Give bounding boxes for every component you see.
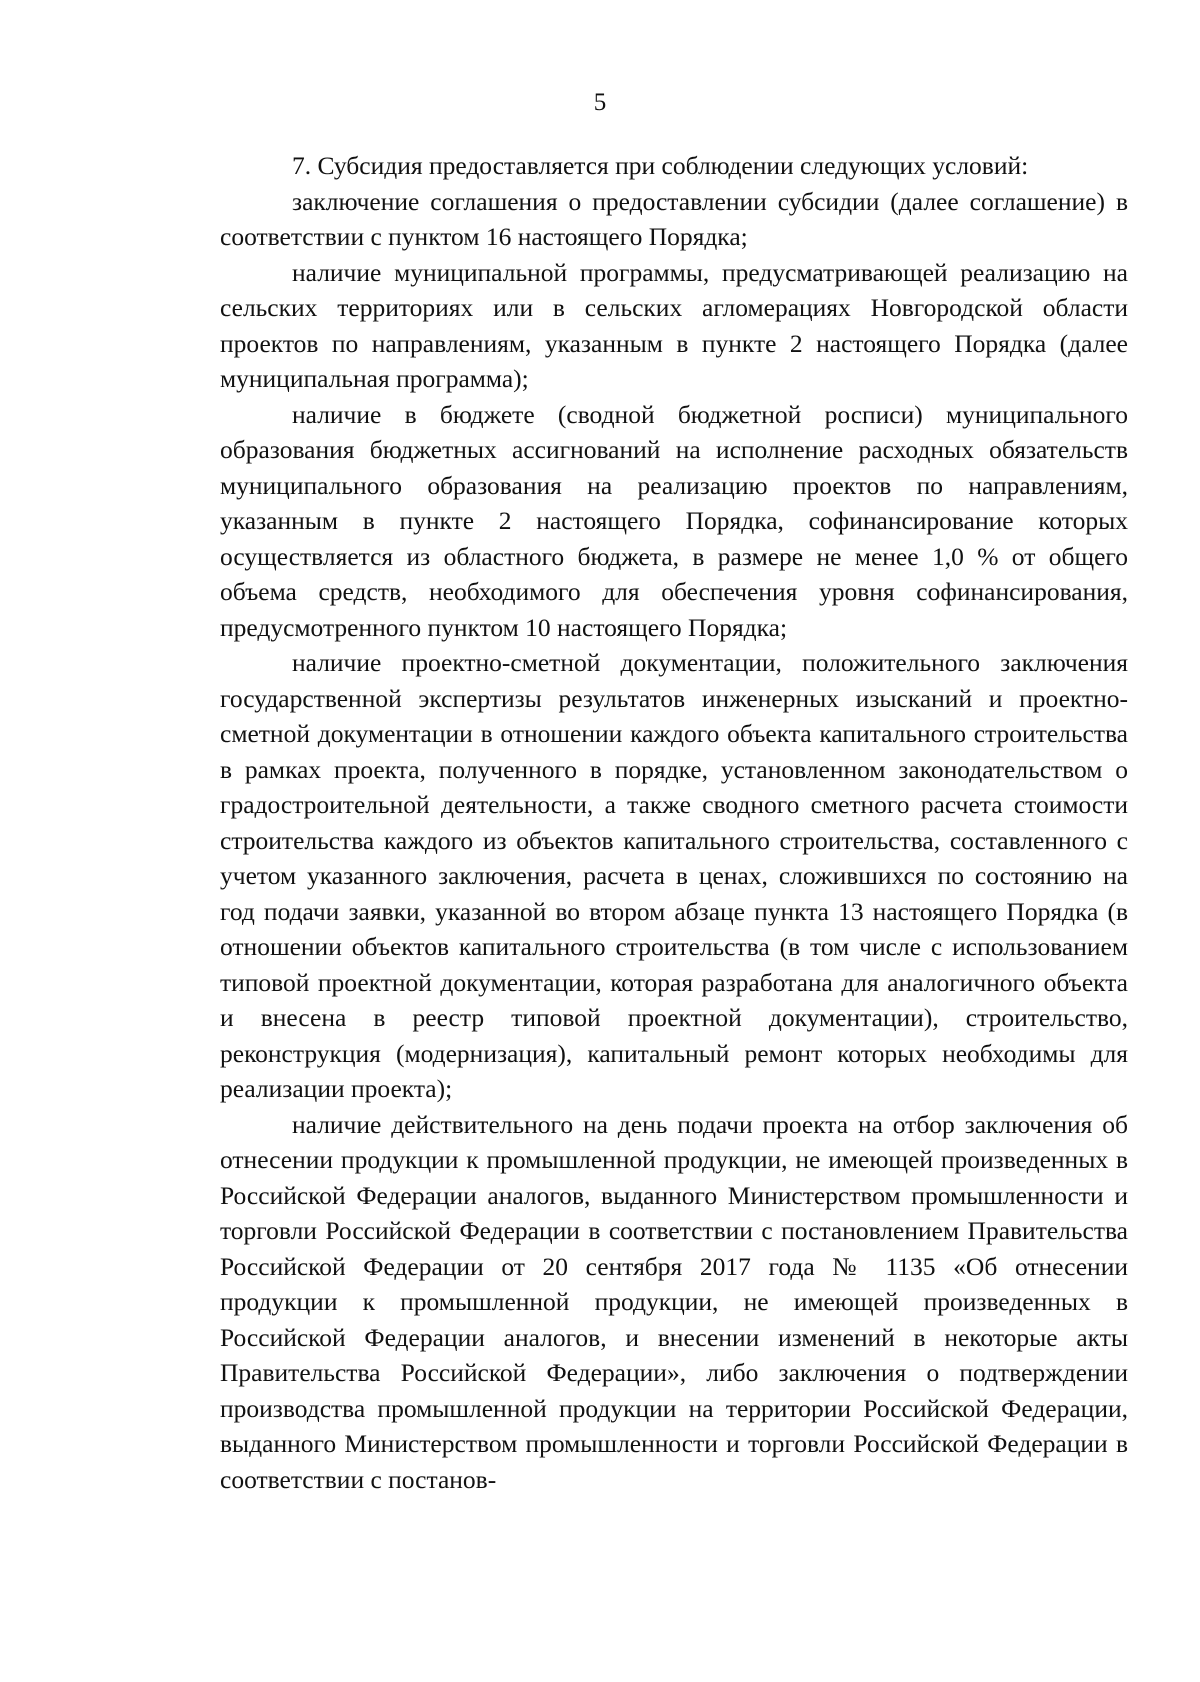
document-body [220,148,1128,1497]
paragraph-design-documentation: наличие проектно-сметной документации, положительного заключения государственной экспертизы результатов инженерных изысканий и проектно-сметной документации в отношении каждого объекта капитального строительства в рамках проекта, полученного в порядке, установленном законодательством о градостроительной деятельности, а также сводного сметного расчета стоимости строительства каждого из объектов капитального строительства, составленного с учетом указанного заключения, расчета в ценах, сложившихся по состоянию на год подачи заявки, указанной во втором абзаце пункта 13 настоящего Порядка (в отношении объектов капитального строительства (в том числе с использованием типовой проектной документации, которая разработана для аналогичного объекта и внесена в реестр типовой проектной документации), строительство, реконструкция (модернизация), капитальный ремонт которых необходимы для реализации проекта); [220,648,1128,1103]
page-number: 5 [593,89,607,116]
paragraph-conditions-intro: 7. Субсидия предоставляется при соблюдении следующих условий: [292,151,1029,180]
paragraph-agreement: заключение соглашения о предоставлении субсидии (далее соглашение) в соответствии с пунктом 16 настоящего Порядка; [220,186,1128,251]
paragraph-municipal-program: наличие муниципальной программы, предусматривающей реализацию на сельских территориях или в сельских агломерациях Новгородской области проектов по направлениям, указанным в пункте 2 настоящего Порядка (далее муниципальная программа); [220,257,1128,393]
paragraph-budget-allocations: наличие в бюджете (сводной бюджетной росписи) муниципального образования бюджетных ассигнований на исполнение расходных обязательств муниципального образования на реализацию проектов по направлениям, указанным в пункте 2 настоящего Порядка, софинансирование которых осуществляется из областного бюджета, в размере не менее 1,0 % от общего объема средств, необходимого для обеспечения уровня софинансирования, предусмотренного пунктом 10 настоящего Порядка; [220,399,1128,642]
paragraph-industrial-products: наличие действительного на день подачи проекта на отбор заключения об отнесении продукции к промышленной продукции, не имеющей произведенных в Российской Федерации аналогов, выданного Министерством промышленности и торговли Российской Федерации в соответствии с постановлением Правительства Российской Федерации от 20 сентября 2017 года № 1135 «Об отнесении продукции к промышленной продукции, не имеющей произведенных в Российской Федерации аналогов, и внесении изменений в некоторые акты Правительства Российской Федерации», либо заключения о подтверждении производства промышленной продукции на территории Российской Федерации, выданного Министерством промышленности и торговли Российской Федерации в соответствии с постанов- [220,1109,1128,1494]
